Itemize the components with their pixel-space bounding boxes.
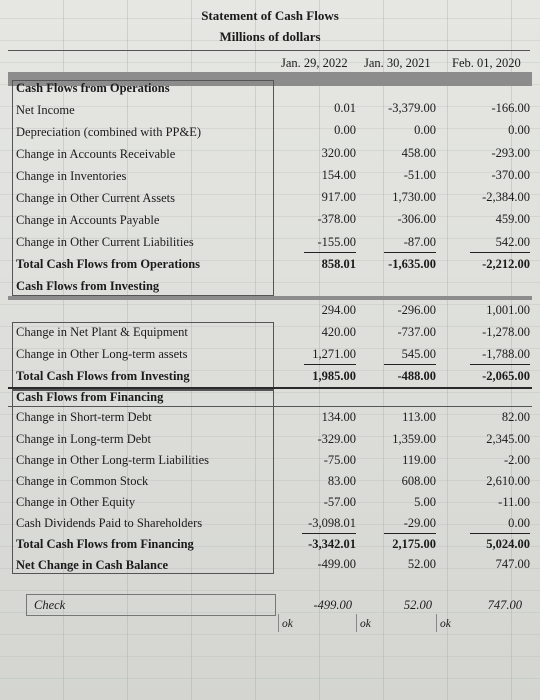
- cell-value-total[interactable]: 858.01: [321, 257, 356, 271]
- section-divider: [8, 387, 532, 389]
- cell-value[interactable]: 134.00: [321, 410, 356, 424]
- cell-value[interactable]: 294.00: [321, 303, 356, 317]
- cell-value[interactable]: 747.00: [495, 557, 530, 571]
- row-label-total[interactable]: Total Cash Flows from Investing: [16, 369, 190, 383]
- column-header-2022[interactable]: Jan. 29, 2022: [281, 56, 348, 70]
- row-label-total[interactable]: Total Cash Flows from Operations: [16, 257, 201, 271]
- cell-value[interactable]: 0.00: [508, 123, 530, 137]
- cell-value[interactable]: 320.00: [321, 146, 356, 160]
- cell-value[interactable]: -499.00: [317, 557, 356, 571]
- cell-value[interactable]: 420.00: [321, 325, 356, 339]
- cell-value-total[interactable]: -3,342.01: [308, 537, 356, 551]
- cell-value[interactable]: -3,379.00: [388, 101, 436, 115]
- subtotal-rule: [384, 252, 436, 253]
- cell-value[interactable]: -57.00: [323, 495, 356, 509]
- check-status[interactable]: ok: [440, 618, 451, 630]
- cell-value[interactable]: 542.00: [495, 235, 530, 249]
- cell-value[interactable]: -1,278.00: [482, 325, 530, 339]
- cell-value[interactable]: 0.01: [334, 101, 356, 115]
- cell-value[interactable]: 0.00: [414, 123, 436, 137]
- subtotal-rule: [470, 252, 530, 253]
- cell-value[interactable]: -370.00: [491, 168, 530, 182]
- cell-value[interactable]: 458.00: [401, 146, 436, 160]
- cell-value[interactable]: 0.00: [508, 516, 530, 530]
- row-label-total[interactable]: Total Cash Flows from Financing: [16, 537, 194, 551]
- row-label[interactable]: Change in Other Current Liabilities: [16, 235, 194, 249]
- row-label[interactable]: Change in Accounts Payable: [16, 213, 160, 227]
- cell-value[interactable]: 2,610.00: [486, 474, 530, 488]
- check-label[interactable]: Check: [34, 598, 66, 612]
- statement-subtitle: Millions of dollars: [219, 29, 321, 44]
- cell-value[interactable]: -75.00: [323, 453, 356, 467]
- cell-value[interactable]: 5.00: [414, 495, 436, 509]
- check-value[interactable]: 52.00: [403, 598, 432, 612]
- cell-value[interactable]: -155.00: [317, 235, 356, 249]
- subtotal-rule: [470, 533, 530, 534]
- cell-value-total[interactable]: 1,985.00: [312, 369, 356, 383]
- cell-value[interactable]: 1,271.00: [312, 347, 356, 361]
- cell-value[interactable]: -3,098.01: [308, 516, 356, 530]
- cell-value-total[interactable]: -1,635.00: [388, 257, 436, 271]
- subtotal-rule: [384, 364, 436, 365]
- row-label[interactable]: Change in Other Long-term assets: [16, 347, 188, 361]
- cell-value[interactable]: 83.00: [327, 474, 356, 488]
- row-label[interactable]: Change in Long-term Debt: [16, 432, 152, 446]
- cell-value[interactable]: 459.00: [495, 212, 530, 226]
- cell-value[interactable]: 1,359.00: [392, 432, 436, 446]
- cell-value[interactable]: -737.00: [397, 325, 436, 339]
- cell-value[interactable]: -87.00: [403, 235, 436, 249]
- cell-value[interactable]: -378.00: [317, 212, 356, 226]
- statement-title: Statement of Cash Flows: [201, 8, 339, 23]
- cell-value[interactable]: -166.00: [491, 101, 530, 115]
- cell-value[interactable]: -296.00: [397, 303, 436, 317]
- cell-value[interactable]: 2,345.00: [486, 432, 530, 446]
- cell-value[interactable]: 545.00: [401, 347, 436, 361]
- check-value[interactable]: 747.00: [487, 598, 522, 612]
- row-label[interactable]: Cash Dividends Paid to Shareholders: [16, 516, 203, 530]
- row-label[interactable]: Change in Common Stock: [16, 474, 149, 488]
- check-status[interactable]: ok: [282, 618, 293, 630]
- cell-value[interactable]: 1,730.00: [392, 190, 436, 204]
- check-value[interactable]: -499.00: [313, 598, 352, 612]
- subtotal-rule: [302, 533, 356, 534]
- row-label[interactable]: Change in Other Current Assets: [16, 191, 176, 205]
- cell-value[interactable]: -2.00: [503, 453, 530, 467]
- cell-value-total[interactable]: -2,212.00: [482, 257, 530, 271]
- cell-value[interactable]: -293.00: [491, 146, 530, 160]
- section-rule: [8, 406, 532, 407]
- cell-value[interactable]: 82.00: [501, 410, 530, 424]
- cell-value[interactable]: 0.00: [334, 123, 356, 137]
- cell-value[interactable]: -51.00: [403, 168, 436, 182]
- cell-value-total[interactable]: 5,024.00: [486, 537, 530, 551]
- section-label-operations[interactable]: Cash Flows from Operations: [16, 81, 170, 95]
- section-label-investing[interactable]: Cash Flows from Investing: [16, 279, 160, 293]
- cell-value[interactable]: -329.00: [317, 432, 356, 446]
- section-label-financing[interactable]: Cash Flows from Financing: [16, 390, 164, 404]
- section-divider: [8, 296, 532, 300]
- subtotal-rule: [304, 364, 356, 365]
- cell-value-total[interactable]: -2,065.00: [482, 369, 530, 383]
- cell-value[interactable]: -29.00: [403, 516, 436, 530]
- row-label[interactable]: Change in Net Plant & Equipment: [16, 325, 188, 339]
- row-label[interactable]: Change in Accounts Receivable: [16, 147, 176, 161]
- row-label-net-change[interactable]: Net Change in Cash Balance: [16, 558, 169, 572]
- row-label[interactable]: Change in Other Equity: [16, 495, 136, 509]
- cell-value[interactable]: 52.00: [407, 557, 436, 571]
- column-header-2021[interactable]: Jan. 30, 2021: [364, 56, 431, 70]
- subtotal-rule: [384, 533, 436, 534]
- cell-value[interactable]: -2,384.00: [482, 190, 530, 204]
- cell-value[interactable]: 608.00: [401, 474, 436, 488]
- cell-value[interactable]: 1,001.00: [486, 303, 530, 317]
- cell-value[interactable]: 154.00: [321, 168, 356, 182]
- cell-value-total[interactable]: 2,175.00: [392, 537, 436, 551]
- cell-value[interactable]: 113.00: [402, 410, 436, 424]
- cell-value[interactable]: -306.00: [397, 212, 436, 226]
- cell-value[interactable]: -11.00: [498, 495, 530, 509]
- row-label[interactable]: Net Income: [16, 103, 75, 117]
- row-label[interactable]: Change in Short-term Debt: [16, 410, 152, 424]
- subtotal-rule: [470, 364, 530, 365]
- cell-value[interactable]: -1,788.00: [482, 347, 530, 361]
- row-label[interactable]: Depreciation (combined with PP&E): [16, 125, 202, 139]
- cell-value[interactable]: 119.00: [402, 453, 436, 467]
- row-label[interactable]: Change in Other Long-term Liabilities: [16, 453, 210, 467]
- header-rule: [8, 50, 530, 51]
- cell-value[interactable]: 917.00: [321, 190, 356, 204]
- row-label[interactable]: Change in Inventories: [16, 169, 127, 183]
- subtotal-rule: [304, 252, 356, 253]
- check-status[interactable]: ok: [360, 618, 371, 630]
- column-header-2020[interactable]: Feb. 01, 2020: [452, 56, 521, 70]
- cell-value-total[interactable]: -488.00: [397, 369, 436, 383]
